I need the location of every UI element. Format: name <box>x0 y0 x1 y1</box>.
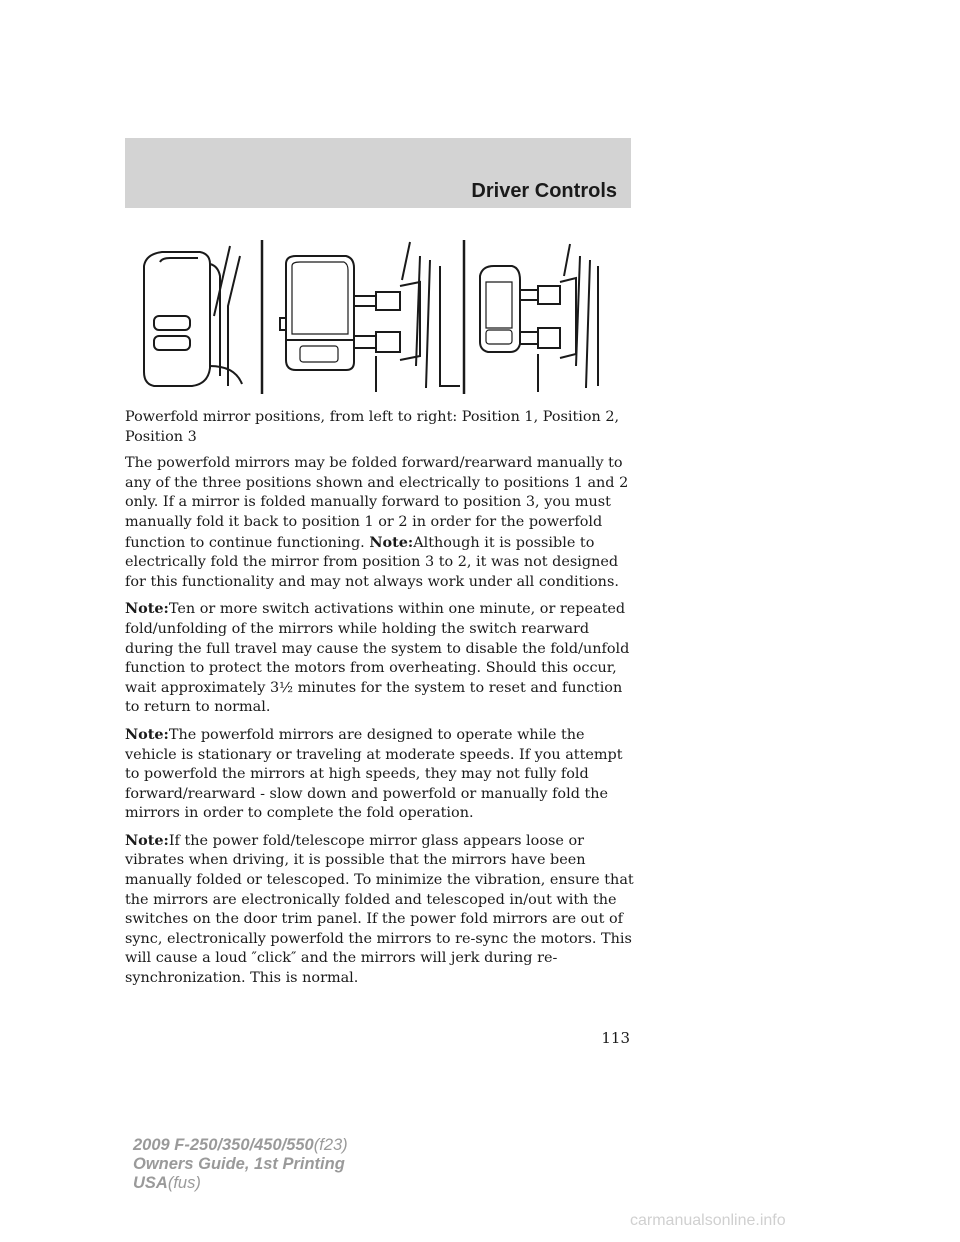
note-label: Note: <box>369 533 414 551</box>
watermark: carmanualsonline.info <box>630 1212 786 1229</box>
paragraph-4 <box>125 831 635 989</box>
section-header-band <box>125 138 631 208</box>
note-label: Note: <box>125 725 169 743</box>
paragraph-3 <box>125 725 635 824</box>
figure-caption: Powerfold mirror positions, from left to right: Position 1, Position 2, Position 3 <box>125 409 620 445</box>
note-text: If the power fold/telescope mirror glass appears loose or vibrates when driving, it is possible that the mirrors have been manually folded or telescoped. To minimize the vibration, ensure that the mirrors are electronically folded and telescoped in/out with the switches on the door trim panel. If the power fold mirrors are out of sync, electronically powerfold the mirrors to re-sync the motors. This will cause a loud ″click″ and the mirrors will jerk during re-synchronization. This is normal. <box>125 832 634 987</box>
paragraph-2 <box>125 599 635 718</box>
paragraph-1-lead: The powerfold mirrors may be folded forward/rearward manually to any of the three positions shown and electrically to positions 1 and 2 only. If a mirror is folded manually forward to position 3, you must manually fold it back to position 1 or 2 in order for the powerfold function to continue functioning. <box>125 455 629 551</box>
footer-region: USA <box>133 1174 168 1192</box>
section-title: Driver Controls <box>471 180 617 202</box>
powerfold-mirror-positions-illustration <box>140 236 610 396</box>
note-text: Although it is possible to electrically fold the mirror from position 3 to 2, it was not designed for this functionality and may not always work under all conditions. <box>125 534 619 590</box>
body-text <box>125 408 635 996</box>
note-label: Note: <box>125 831 169 849</box>
footer-model-code: (f23) <box>313 1136 348 1154</box>
footer-model-line <box>133 1136 348 1155</box>
paragraph-1 <box>125 454 635 592</box>
note-text: The powerfold mirrors are designed to operate while the vehicle is stationary or traveling at moderate speeds. If you attempt to powerfold the mirrors at high speeds, they may not fully fold forward/rearward - slow down and powerfold or manually fold the mirrors in order to complete the fold operation. <box>125 726 623 822</box>
footer-guide: Owners Guide, 1st Printing <box>133 1155 345 1173</box>
mirror-position-2-drawing <box>280 242 460 392</box>
note-label: Note: <box>125 600 169 618</box>
note-text: Ten or more switch activations within one minute, or repeated fold/unfolding of the mirrors while holding the switch rearward during the full travel may cause the system to disable the fold/unfold function to protect the motors from overheating. Should this occur, wait approximately 3½ minutes for the system to reset and function to return to normal. <box>125 601 630 716</box>
footer <box>133 1136 348 1193</box>
footer-region-code: (fus) <box>167 1174 201 1192</box>
footer-region-line <box>133 1174 348 1193</box>
footer-model: 2009 F-250/350/450/550 <box>133 1136 314 1154</box>
mirror-position-1-drawing <box>144 246 242 386</box>
page-number: 113 <box>601 1029 630 1047</box>
mirror-position-3-drawing <box>480 244 598 392</box>
